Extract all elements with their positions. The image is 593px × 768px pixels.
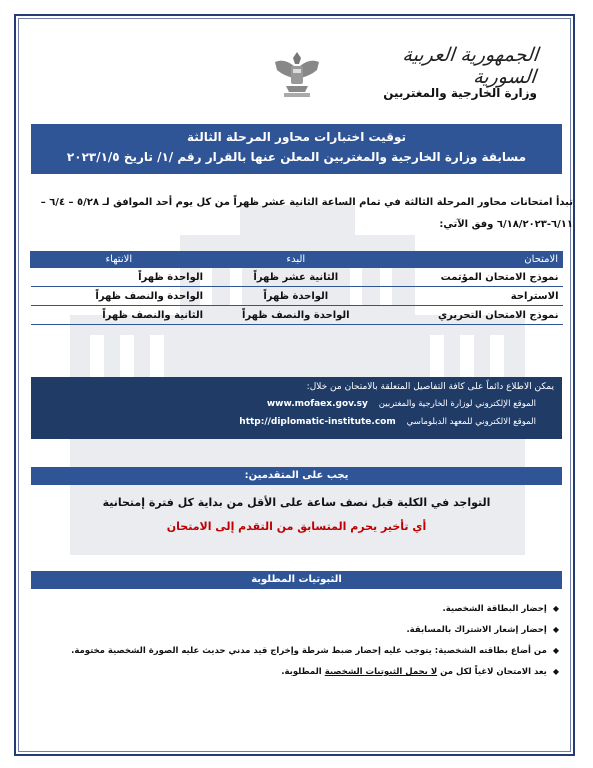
intro-line-1: تبدأ امتحانات محاور المرحلة الثالثة في تمام الساعة الثانية عشر ظهراً من كل يوم أحد الموافق لـ ٥/٢٨ – ٦/٤ – <box>40 197 573 208</box>
applicants-heading: يجب على المتقدمين: <box>31 467 562 485</box>
cell-exam: نموذج الامتحان التحريري <box>385 306 563 325</box>
documents-list <box>39 602 559 686</box>
title-banner <box>31 124 562 174</box>
last-item-before: يعد الامتحان لاغياً لكل من <box>440 667 547 677</box>
list-item <box>39 644 559 665</box>
last-item-after: المطلوبة. <box>281 667 322 677</box>
info-box <box>31 377 562 439</box>
bullet-icon: ◆ <box>552 667 559 676</box>
info-intro: يمكن الاطلاع دائماً على كافة التفاصيل المتعلقة بالامتحان من خلال: <box>306 382 554 392</box>
cell-exam: الاستراحة <box>385 287 563 306</box>
site-2-label: الموقع الالكتروني للمعهد الدبلوماسي <box>406 417 536 427</box>
intro-text <box>18 192 573 236</box>
cell-start: الثانية عشر ظهراً <box>207 268 384 287</box>
cell-exam: نموذج الامتحان المؤتمت <box>385 268 563 287</box>
list-item <box>39 623 559 644</box>
header-start: البدء <box>207 252 384 268</box>
bullet-icon: ◆ <box>552 604 559 613</box>
document-item-text: إحضار البطاقة الشخصية. <box>442 604 547 614</box>
cell-end: الواحدة والنصف ظهراً <box>31 287 208 306</box>
last-item-underlined: لا يحمل الثبوتيات الشخصية <box>324 667 438 677</box>
header-exam: الامتحان <box>385 252 563 268</box>
info-site-2 <box>39 413 554 431</box>
eagle-emblem-icon <box>272 48 322 100</box>
cell-end: الواحدة ظهراً <box>31 268 208 287</box>
intro-line-2: ٦/١١-٦/١٨/٢٠٢٣ وفق الآتي: <box>439 219 573 230</box>
bullet-icon: ◆ <box>552 646 559 655</box>
info-site-1 <box>39 395 554 413</box>
header-end: الانتهاء <box>31 252 208 268</box>
title-line-1: توقيت اختبارات محاور المرحلة الثالثة <box>187 130 406 144</box>
title-line-2: مسابقة وزارة الخارجية والمغتربين المعلن عنها بالقرار رقم /١/ تاريخ ٢٠٢٣/١/٥ <box>66 150 527 164</box>
documents-heading: الثبوتيات المطلوبة <box>31 571 562 589</box>
site-2-link[interactable]: http://diplomatic-institute.com <box>239 417 396 427</box>
document-item-text: إحضار إشعار الاشتراك بالمسابقة. <box>406 625 547 635</box>
site-1-label: الموقع الإلكتروني لوزارة الخارجية والمغتربين <box>378 399 536 409</box>
table-header-row <box>31 252 563 268</box>
list-item <box>39 665 559 686</box>
ministry-name: وزارة الخارجية والمغتربين <box>383 86 537 100</box>
applicants-rule: التواجد في الكلية قبل نصف ساعة على الأقل من بداية كل فترة إمتحانية <box>102 496 491 509</box>
cell-start: الواحدة ظهراً <box>207 287 384 306</box>
document-item-text <box>281 665 547 679</box>
cell-end: الثانية والنصف ظهراً <box>31 306 208 325</box>
republic-title: الجمهورية العربية السورية <box>401 44 540 88</box>
schedule-table <box>30 251 563 325</box>
cell-start: الواحدة والنصف ظهراً <box>207 306 384 325</box>
table-row <box>31 268 563 287</box>
applicants-warning: أي تأخير يحرم المتسابق من التقدم إلى الامتحان <box>166 520 427 533</box>
site-1-link[interactable]: www.mofaex.gov.sy <box>266 399 368 409</box>
table-row <box>31 287 563 306</box>
table-row <box>31 306 563 325</box>
bullet-icon: ◆ <box>552 625 559 634</box>
list-item <box>39 602 559 623</box>
document-item-text: من أضاع بطاقته الشخصية: يتوجب عليه إحضار ضبط شرطة وإخراج قيد مدني حديث عليه الصورة الشخصية مختومة. <box>71 646 547 656</box>
